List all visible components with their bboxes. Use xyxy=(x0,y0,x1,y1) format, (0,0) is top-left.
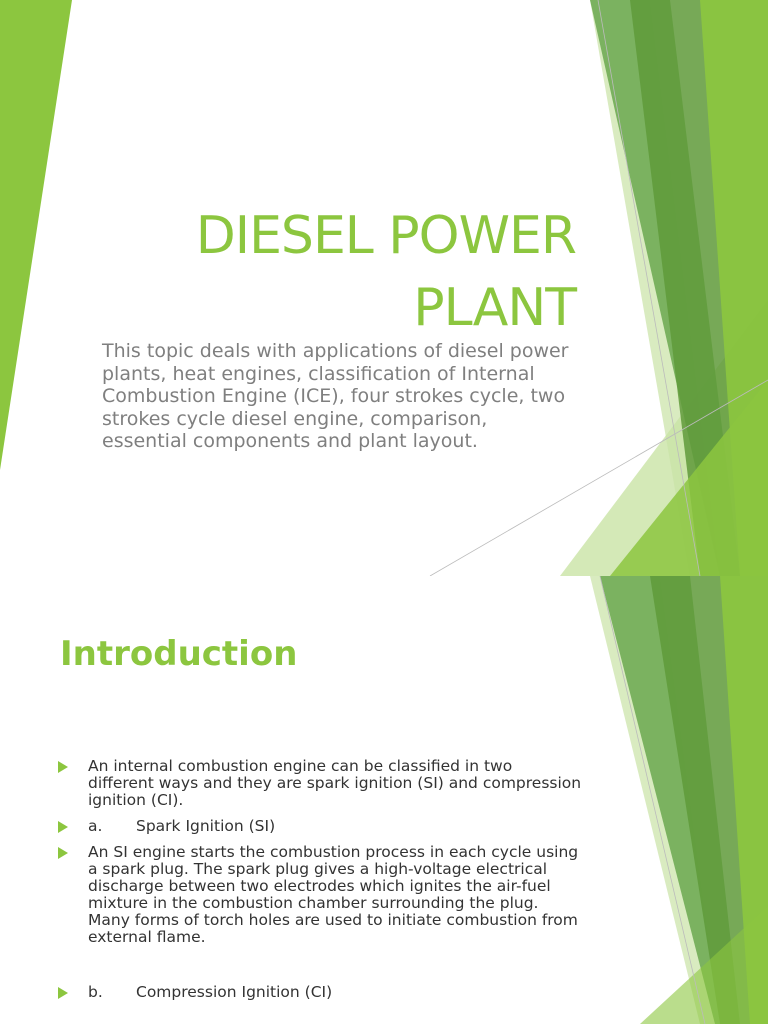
introduction-slide xyxy=(0,576,768,1024)
list-item xyxy=(58,758,582,809)
list-item xyxy=(58,844,582,946)
bullet-arrow-icon xyxy=(58,847,68,859)
section-heading: Introduction xyxy=(60,634,298,674)
bullet-text: An SI engine starts the combustion process in each cycle using a spark plug. The spark plug gives a high-voltage electrical discharge between two electrodes which ignites the air-fuel mixture in the combustion chamber surrounding the plug. Many forms of torch holes are used to initiate combustion from external flame. xyxy=(88,843,579,946)
bullet-number: a. xyxy=(88,817,103,835)
bullet-text: Compression Ignition (CI) xyxy=(136,983,333,1001)
title-line-2: PLANT xyxy=(413,278,576,338)
left-green-shard xyxy=(0,0,72,470)
list-item xyxy=(58,984,582,1001)
title-line-1: DIESEL POWER xyxy=(195,206,576,266)
bullet-arrow-icon xyxy=(58,821,68,833)
bullet-number: b. xyxy=(88,983,103,1001)
bullet-arrow-icon xyxy=(58,987,68,999)
slide-subtitle: This topic deals with applications of diesel power plants, heat engines, classification of Internal Combustion Engine (ICE), four strokes cycle, two strokes cycle diesel engine, comparison, essential components and plant layout. xyxy=(102,340,569,452)
list-item xyxy=(58,818,582,835)
bullet-list xyxy=(58,758,582,1010)
slide-title xyxy=(156,200,576,344)
bullet-arrow-icon xyxy=(58,761,68,773)
bullet-text: Spark Ignition (SI) xyxy=(136,817,276,835)
bullet-text: An internal combustion engine can be classified in two different ways and they are spark ignition (SI) and compression ignition (CI). xyxy=(88,757,582,809)
